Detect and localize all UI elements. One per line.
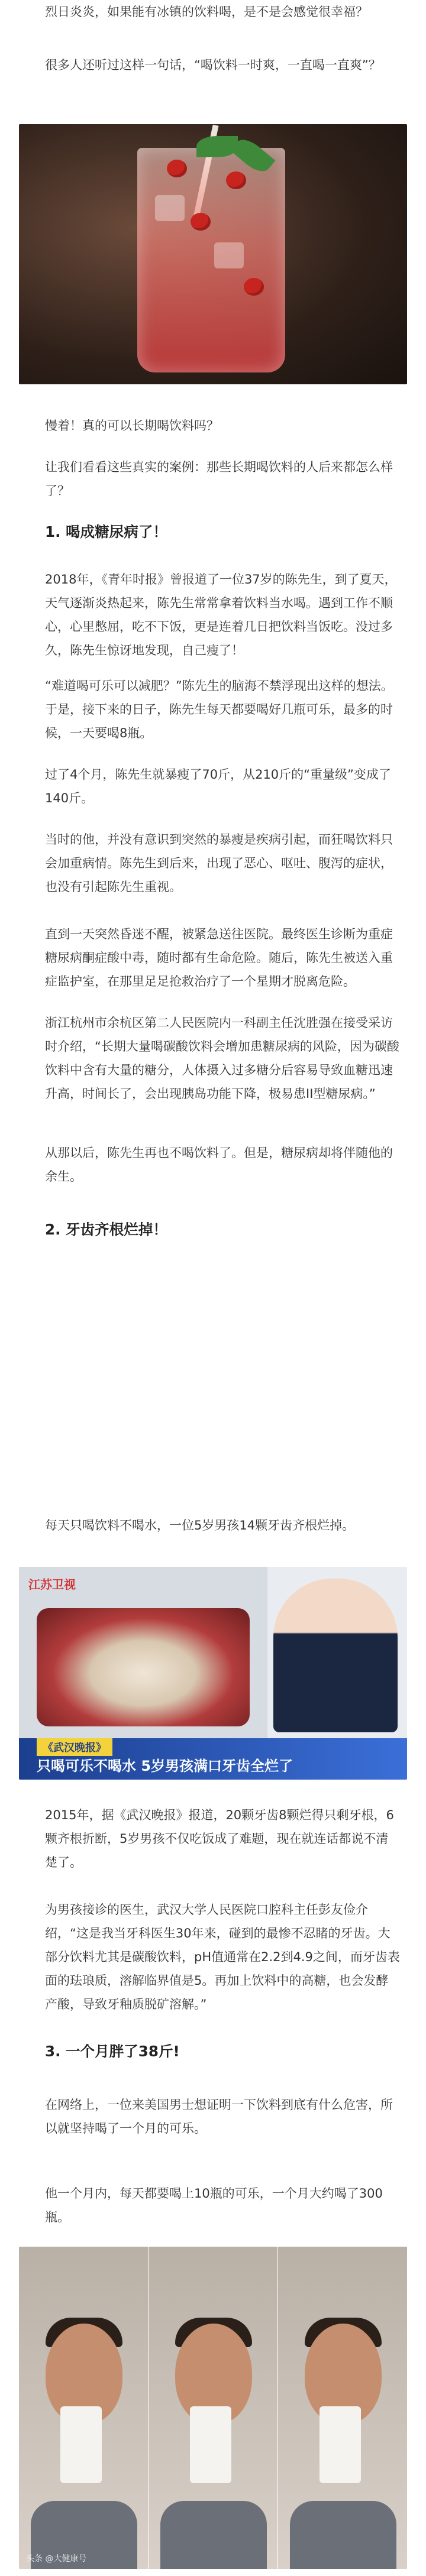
ice-cube (214, 242, 244, 268)
section1-paragraph-1: 2018年，《青年时报》曾报道了一位37岁的陈先生，到了夏天，天气逐渐炎热起来，陈先生常常拿着饮料当水喝。遇到工作不顺心，心里憋屈，吃不下饭，更是连着几日把饮料当饭吃。没过多久，陈先生惊讶地发现，自己瘦了！ (45, 572, 397, 657)
intro-paragraph-2: 很多人还听过这样一句话，“喝饮料一时爽，一直喝一直爽”？ (45, 58, 381, 72)
strawberry (167, 160, 187, 177)
ticker-text: 只喝可乐不喝水 5岁男孩满口牙齿全烂了 (37, 1758, 293, 1774)
strawberry (226, 171, 246, 189)
ticker-tag: 《武汉晚报》 (37, 1738, 112, 1756)
man-drinking-photo-strip (19, 2247, 407, 2569)
section1-paragraph-3: 过了4个月，陈先生就暴瘦了70斤，从210斤的“重量级”变成了140斤。 (45, 767, 391, 805)
mint-leaf (196, 136, 238, 157)
photo-panel (19, 2247, 149, 2569)
section1-paragraph-7: 从那以后，陈先生再也不喝饮料了。但是，糖尿病却将伴随他的余生。 (45, 1146, 393, 1184)
cases-intro-paragraph: 让我们看看这些真实的案例：那些长期喝饮料的人后来都怎么样了？ (45, 460, 393, 498)
section3-heading: 3. 一个月胖了38斤! (45, 2043, 180, 2060)
intro-paragraph-1: 烈日炎炎，如果能有冰镇的饮料喝，是不是会感觉很幸福？ (45, 5, 368, 19)
drink-photo (19, 124, 407, 384)
tv-channel-logo: 江苏卫视 (28, 1577, 76, 1592)
news-anchor (273, 1579, 398, 1732)
decayed-teeth-photo (37, 1608, 250, 1726)
tv-news-screenshot (19, 1567, 407, 1780)
question-paragraph: 慢着！真的可以长期喝饮料吗？ (45, 419, 219, 433)
cup-shape (60, 2406, 102, 2483)
strawberry (244, 278, 264, 296)
cup-shape (190, 2406, 231, 2483)
section1-paragraph-4: 当时的他，并没有意识到突然的暴瘦是疾病引起，而狂喝饮料只会加重病情。陈先生到后来，出现了恶心、呕吐、腹泻的症状，也没有引起陈先生重视。 (45, 832, 393, 894)
section2-heading: 2. 牙齿齐根烂掉！ (45, 1221, 167, 1238)
shirt-shape (160, 2501, 267, 2569)
section2-paragraph-1: 每天只喝饮料不喝水，一位5岁男孩14颗牙齿齐根烂掉。 (45, 1518, 355, 1532)
ice-cube (155, 195, 185, 221)
section1-paragraph-6: 浙江杭州市余杭区第二人民医院内一科副主任沈胜强在接受采访时介绍，“长期大量喝碳酸饮料会增加患糖尿病的风险，因为碳酸饮料中含有大量的糖分，人体摄入过多糖分后容易导致血糖迅速升高，时间长了，会出现胰岛功能下降，极易患II型糖尿病。” (45, 1016, 399, 1101)
photo-panel (278, 2247, 407, 2569)
section3-paragraph-2: 他一个月内，每天都要喝上10瓶的可乐，一个月大约喝了300瓶。 (45, 2186, 383, 2224)
glass-shape (137, 148, 285, 372)
section2-paragraph-3: 为男孩接诊的医生，武汉大学人民医院口腔科主任彭友俭介绍，“这是我当牙科医生30年来，碰到的最惨不忍睹的牙齿。大部分饮料尤其是碳酸饮料，pH值通常在2.2到4.9之间，而牙齿表面的珐琅质，溶解临界值是5。再加上饮料中的高糖，也会发酵产酸，导致牙釉质脱矿溶解。” (45, 1903, 400, 2011)
section1-paragraph-5: 直到一天突然昏迷不醒，被紧急送往医院。最终医生诊断为重症糖尿病酮症酸中毒，随时都有生命危险。随后，陈先生被送入重症监护室，在那里足足抢救治疗了一个星期才脱离危险。 (45, 927, 393, 989)
section3-paragraph-1: 在网络上，一位来美国男士想证明一下饮料到底有什么危害，所以就坚持喝了一个月的可乐。 (45, 2098, 393, 2136)
image-watermark: 头条 @大健康号 (26, 2554, 87, 2564)
shirt-shape (290, 2501, 396, 2569)
section1-heading: 1. 喝成糖尿病了！ (45, 523, 167, 540)
photo-panel (149, 2247, 279, 2569)
section1-paragraph-2: “难道喝可乐可以减肥？”陈先生的脑海不禁浮现出这样的想法。于是，接下来的日子，陈先生每天都要喝好几瓶可乐，最多的时候，一天要喝8瓶。 (45, 679, 393, 740)
cup-shape (320, 2406, 361, 2483)
strawberry (191, 213, 211, 231)
section2-paragraph-2: 2015年，据《武汉晚报》报道，20颗牙齿8颗烂得只剩牙根，6颗齐根折断，5岁男孩不仅吃饭成了难题，现在就连话都说不清楚了。 (45, 1808, 394, 1869)
